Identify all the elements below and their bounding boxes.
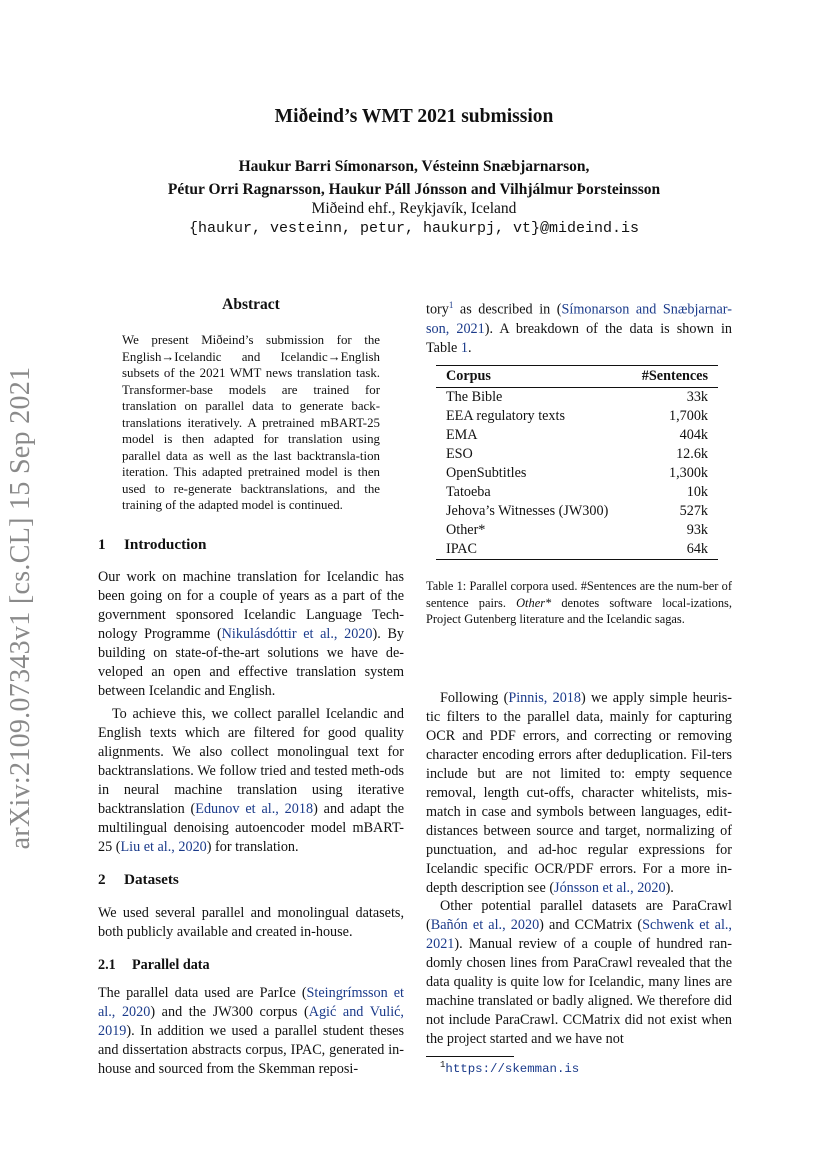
citation-link[interactable]: Pinnis, 2018: [508, 690, 581, 706]
citation-link[interactable]: Jónsson et al., 2020: [554, 880, 666, 896]
affiliation: Miðeind ehf., Reykjavík, Iceland: [311, 200, 517, 217]
text-run: ) and CCMatrix (: [539, 917, 643, 933]
corpora-table: [436, 365, 718, 560]
paper-title: Miðeind’s WMT 2021 submission: [274, 106, 554, 127]
text-run: ). Manual review of a couple of hundred ran-domly chosen lines from ParaCrawl revealed that the data quality is quite low for Icelandic, many lines are machine translated or badly aligned. We therefore did not include ParaCrawl. CCMatrix did not exist when the project started and we have not: [426, 936, 732, 1047]
citation-link[interactable]: Símonarson and Snæbjarnar-son, 2021: [426, 301, 732, 337]
table-cell-count: 10k: [686, 484, 708, 500]
table-cell-count: 404k: [679, 427, 708, 443]
citation-link[interactable]: Steingrímsson et al., 2020: [98, 985, 404, 1020]
footnote-marker[interactable]: 1: [448, 300, 454, 310]
table-row: [436, 426, 718, 445]
table-row: [436, 540, 718, 559]
subsection-title: Parallel data: [132, 957, 210, 973]
section-number: 2: [98, 871, 106, 888]
other-datasets-paragraph: [426, 897, 732, 1049]
table-row: [436, 502, 718, 521]
table-row: [436, 521, 718, 540]
arxiv-stamp: arXiv:2109.07343v1 [cs.CL] 15 Sep 2021: [5, 366, 36, 850]
table-reference-link[interactable]: 1: [460, 339, 468, 356]
table-cell-count: 1,300k: [668, 465, 708, 481]
text-run: Other*: [516, 595, 552, 610]
table-row: [436, 388, 718, 407]
text-run: ). A breakdown of the data is shown in Table: [426, 320, 732, 356]
table-header-corpus: Corpus: [446, 368, 491, 384]
datasets-paragraph-1: We used several parallel and monolingual datasets, both publicly available and created in-house.: [98, 905, 404, 940]
section-title: Introduction: [124, 536, 207, 553]
section-heading-introduction: [98, 536, 206, 554]
footnote: [440, 1060, 579, 1076]
citation-link[interactable]: Liu et al., 2020: [120, 839, 207, 855]
citation-link[interactable]: Nikulásdóttir et al., 2020: [221, 626, 373, 642]
subsection-heading-parallel-data: [98, 957, 210, 974]
subsection-number: 2.1: [98, 957, 116, 973]
text-run: ) for translation.: [206, 839, 299, 855]
text-run: ). In addition we used a parallel student theses and dissertation abstracts corpus, IPAC, generated in-house and sourced from the Skemman reposi-: [98, 1023, 404, 1077]
text-run: ) and adapt the multilingual denoising autoencoder model mBART-25 (: [98, 801, 404, 855]
citation-link[interactable]: Edunov et al., 2018: [195, 801, 314, 817]
table-header-row: [436, 366, 718, 387]
table-bottom-rule: [436, 559, 718, 560]
table-cell-count: 12.6k: [676, 446, 708, 462]
table-cell-corpus: Other*: [446, 522, 486, 538]
abstract-text: We present Miðeind’s submission for the English→Icelandic and Icelandic→English subsets of the 2021 WMT news translation task. Transformer-base models are trained for translation on parallel data to generate back-translations iteratively. A pretrained mBART-25 model is then adapted for translation using parallel data as well as the last backtransla-tion iteration. This adapted pretrained model is then used to re-generate backtranslations, and the training of the adapted model is continued.: [122, 333, 380, 512]
citation-link[interactable]: Bañón et al., 2020: [430, 917, 540, 933]
text-run: ).: [665, 880, 674, 896]
text-run: Following (: [440, 690, 509, 706]
table-cell-corpus: ESO: [446, 446, 473, 462]
intro-paragraph-2: [98, 705, 404, 857]
authors-line-1: Haukur Barri Símonarson, Vésteinn Snæbjarnarson,: [238, 158, 590, 175]
text-run: ) and the JW300 corpus (: [150, 1004, 309, 1020]
text-run: tory: [426, 301, 449, 318]
text-run: ) we apply simple heuris-tic filters to the parallel data, mainly for capturing OCR and PDF errors, and correcting or removing character encoding errors after deduplication. Fil-ters include but are not limited to: empty sequence removal, length cut-offs, character whitelists, mis-match in case and symbols between languages, edit-distances between source and target, normalizing of punctuation, and ad-hoc regular expressions for Icelandic specific OCR/PDF errors. For a more in-depth description see (: [426, 690, 733, 896]
table-cell-count: 527k: [679, 503, 708, 519]
table-row: [436, 483, 718, 502]
filtering-paragraph: [426, 689, 732, 898]
right-column-continuation: [426, 296, 732, 358]
text-run: ). By building on state-of-the-art solutions we have de-veloped an open and effective translation system between Icelandic and English.: [98, 626, 404, 699]
text-run: To achieve this, we collect parallel Icelandic and English texts which are filtered for good quality alignments. We also collect monolingual text for backtranslations. We follow tried and tested meth-ods in neural machine translation using iterative backtranslation (: [98, 706, 404, 817]
authors-line-2: Pétur Orri Ragnarsson, Haukur Páll Jónsson and Vilhjálmur Þorsteinsson: [167, 181, 661, 198]
table-caption: [426, 578, 732, 628]
author-emails: {haukur, vesteinn, petur, haukurpj, vt}@mideind.is: [188, 220, 640, 237]
table-header-sentences: #Sentences: [641, 368, 708, 384]
abstract-heading: Abstract: [222, 296, 280, 313]
table-cell-corpus: OpenSubtitles: [446, 465, 527, 481]
intro-paragraph-1: [98, 568, 404, 701]
section-title: Datasets: [124, 871, 179, 888]
footnote-rule: [426, 1056, 514, 1057]
text-run: denotes software local-izations, Project Gutenberg literature and the Icelandic sagas.: [426, 595, 732, 626]
table-cell-count: 1,700k: [668, 408, 708, 424]
citation-link[interactable]: Schwenk et al., 2021: [426, 917, 732, 952]
text-run: Table 1: Parallel corpora used. #Sentences are the num-ber of sentence pairs.: [426, 579, 732, 610]
citation-link[interactable]: Agić and Vulić, 2019: [98, 1004, 404, 1039]
table-cell-corpus: EMA: [446, 427, 478, 443]
table-cell-corpus: IPAC: [446, 541, 478, 557]
table-row: [436, 445, 718, 464]
table-cell-corpus: The Bible: [446, 389, 503, 405]
text-run: as described in (: [453, 301, 562, 318]
table-cell-count: 33k: [686, 389, 708, 405]
text-run: Other potential parallel datasets are ParaCrawl (: [426, 898, 732, 933]
table-cell-count: 64k: [686, 541, 708, 557]
table-cell-corpus: Jehova’s Witnesses (JW300): [446, 503, 609, 519]
text-run: .: [467, 339, 472, 356]
footnote-url-link[interactable]: https://skemman.is: [445, 1062, 580, 1077]
table-cell-count: 93k: [686, 522, 708, 538]
table-row: [436, 407, 718, 426]
footnote-number: 1: [440, 1060, 446, 1070]
section-number: 1: [98, 536, 106, 553]
text-run: The parallel data used are ParIce (: [98, 985, 307, 1001]
parallel-data-paragraph: [98, 984, 404, 1079]
section-heading-datasets: [98, 871, 179, 889]
table-cell-corpus: EEA regulatory texts: [446, 408, 565, 424]
table-cell-corpus: Tatoeba: [446, 484, 491, 500]
table-row: [436, 464, 718, 483]
text-run: Our work on machine translation for Icelandic has been going on for a couple of years as a part of the government sponsored Icelandic Language Tech-nology Programme (: [98, 569, 404, 642]
